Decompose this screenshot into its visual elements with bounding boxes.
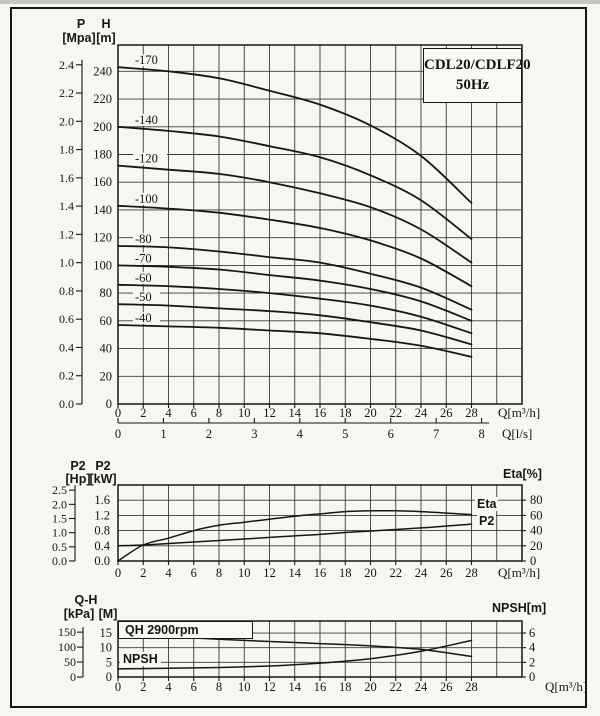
axis-title: P bbox=[76, 17, 86, 31]
tick-label: 5 bbox=[342, 427, 349, 441]
tick-label: 0 bbox=[114, 427, 122, 441]
tick-label: 22 bbox=[389, 680, 402, 694]
tick-label: 0.5 bbox=[52, 539, 67, 554]
tick-label: 100 bbox=[93, 258, 112, 273]
tick-label: 12 bbox=[263, 406, 276, 420]
curve-stage-label: -140 bbox=[135, 112, 158, 127]
tick-label: 100 bbox=[58, 640, 76, 655]
npsh-curve-label: NPSH bbox=[120, 652, 161, 666]
tick-label: 28 bbox=[465, 566, 478, 580]
tick-label: 2.2 bbox=[59, 86, 74, 101]
tick-label: 10 bbox=[238, 406, 251, 420]
tick-label: 0.0 bbox=[52, 554, 67, 568]
tick-label: 16 bbox=[313, 680, 327, 694]
tick-label: 1.5 bbox=[52, 511, 67, 526]
tick-label: 0.0 bbox=[59, 397, 74, 411]
tick-label: 18 bbox=[339, 566, 352, 580]
tick-label: 0 bbox=[114, 566, 122, 580]
tick-label: 150 bbox=[58, 625, 76, 640]
tick-label: 6 bbox=[387, 427, 394, 441]
tick-label: 1.4 bbox=[59, 199, 74, 214]
tick-label: 6 bbox=[190, 680, 197, 694]
tick-label: 4 bbox=[529, 640, 536, 655]
curve-stage-label: -170 bbox=[135, 53, 158, 68]
tick-label: 16 bbox=[313, 406, 327, 420]
tick-label: 14 bbox=[288, 680, 301, 694]
tick-label: 0.4 bbox=[94, 538, 110, 553]
tick-label: 0 bbox=[114, 680, 122, 694]
tick-label: 0.6 bbox=[59, 312, 74, 327]
tick-label: 140 bbox=[93, 202, 112, 217]
tick-label: 1.6 bbox=[59, 170, 74, 185]
tick-label: 2 bbox=[140, 406, 147, 420]
tick-label: 50 bbox=[64, 655, 76, 670]
tick-label: 12 bbox=[263, 680, 276, 694]
tick-label: 20 bbox=[364, 680, 377, 694]
tick-label: 7 bbox=[433, 427, 440, 441]
tick-label: 8 bbox=[215, 566, 223, 580]
tick-label: 0 bbox=[114, 406, 122, 420]
x-axis-title: Q[m³/h] bbox=[498, 565, 541, 580]
tick-label: 120 bbox=[93, 230, 112, 245]
axis-title: P2 bbox=[70, 459, 86, 473]
tick-label: 6 bbox=[529, 626, 536, 641]
tick-label: 6 bbox=[190, 406, 197, 420]
p2-curve-label: P2 bbox=[479, 514, 495, 528]
tick-label: 8 bbox=[215, 680, 223, 694]
tick-label: 26 bbox=[440, 406, 453, 420]
qh-rpm-label-box: QH 2900rpm bbox=[118, 621, 253, 639]
tick-label: 2.0 bbox=[52, 497, 67, 512]
tick-label: 20 bbox=[364, 406, 377, 420]
tick-label: 10 bbox=[238, 566, 251, 580]
tick-label: 18 bbox=[339, 406, 352, 420]
tick-label: 1.6 bbox=[94, 493, 110, 508]
tick-label: 22 bbox=[389, 566, 402, 580]
tick-label: 0 bbox=[530, 554, 537, 568]
axis-unit: [kPa] bbox=[63, 607, 95, 621]
tick-label: 2 bbox=[140, 566, 147, 580]
curve-stage-label: -100 bbox=[135, 191, 158, 206]
tick-label: 2.4 bbox=[59, 57, 74, 72]
tick-label: 0 bbox=[529, 670, 536, 684]
tick-label: 24 bbox=[414, 566, 428, 580]
tick-label: 1.2 bbox=[59, 227, 74, 242]
curve-stage-label: -40 bbox=[135, 310, 152, 325]
tick-label: 4 bbox=[165, 680, 172, 694]
tick-label: 4 bbox=[165, 566, 172, 580]
x2-axis-title: Q[l/s] bbox=[502, 426, 533, 441]
page-border bbox=[10, 7, 587, 708]
tick-label: 16 bbox=[313, 566, 327, 580]
tick-label: 10 bbox=[238, 680, 251, 694]
tick-label: 15 bbox=[99, 626, 112, 641]
tick-label: 60 bbox=[530, 508, 543, 523]
tick-label: 10 bbox=[99, 640, 112, 655]
tick-label: 80 bbox=[530, 493, 543, 508]
tick-label: 8 bbox=[215, 406, 223, 420]
title-box bbox=[423, 48, 531, 103]
tick-label: 26 bbox=[440, 680, 453, 694]
model-name: CDL20/CDLF20 bbox=[424, 57, 531, 73]
axis-title: H bbox=[101, 17, 111, 31]
right-axis-title: Eta[%] bbox=[503, 467, 542, 481]
tick-label: 0 bbox=[70, 670, 76, 684]
tick-label: 2.5 bbox=[52, 483, 67, 498]
axis-unit: [M] bbox=[98, 607, 118, 621]
tick-label: 18 bbox=[339, 680, 352, 694]
tick-label: 0.2 bbox=[59, 368, 74, 383]
axis-unit: [Hp] bbox=[65, 472, 91, 486]
tick-label: 1.8 bbox=[59, 142, 74, 157]
tick-label: 0.8 bbox=[94, 523, 110, 538]
axis-unit: [Mpa] bbox=[62, 31, 96, 45]
curve-stage-label: -60 bbox=[135, 270, 152, 285]
tick-label: 20 bbox=[530, 538, 543, 553]
axis-title: Q-H bbox=[74, 593, 98, 607]
tick-label: 1.2 bbox=[94, 508, 110, 523]
tick-label: 6 bbox=[190, 566, 197, 580]
tick-label: 220 bbox=[93, 92, 112, 107]
eta-curve-label: Eta bbox=[477, 497, 497, 511]
tick-label: 0 bbox=[105, 670, 112, 684]
tick-label: 80 bbox=[99, 286, 112, 301]
tick-label: 1 bbox=[160, 427, 167, 441]
tick-label: 22 bbox=[389, 406, 402, 420]
tick-label: 200 bbox=[93, 119, 112, 134]
tick-label: 40 bbox=[530, 523, 543, 538]
tick-label: 5 bbox=[105, 655, 112, 670]
axis-unit: [kW] bbox=[89, 472, 117, 486]
tick-label: 24 bbox=[414, 406, 428, 420]
tick-label: 1.0 bbox=[52, 525, 67, 540]
tick-label: 0.4 bbox=[59, 340, 74, 355]
tick-label: 28 bbox=[465, 680, 478, 694]
tick-label: 2 bbox=[140, 680, 147, 694]
tick-label: 4 bbox=[165, 406, 172, 420]
tick-label: 20 bbox=[99, 369, 112, 384]
tick-label: 8 bbox=[478, 427, 485, 441]
x-axis-title: Q[m³/h] bbox=[498, 405, 541, 420]
tick-label: 180 bbox=[93, 147, 112, 162]
curve-stage-label: -120 bbox=[135, 151, 158, 166]
right-axis-title: NPSH[m] bbox=[492, 601, 547, 615]
tick-label: 160 bbox=[93, 175, 112, 190]
curve-stage-label: -50 bbox=[135, 290, 152, 305]
x-axis-title: Q[m³/h] bbox=[545, 679, 588, 694]
tick-label: 0 bbox=[105, 397, 112, 411]
tick-label: 0.8 bbox=[59, 283, 74, 298]
tick-label: 2 bbox=[205, 427, 213, 441]
tick-label: 2.0 bbox=[59, 114, 74, 129]
tick-label: 1.0 bbox=[59, 255, 74, 270]
tick-label: 20 bbox=[364, 566, 377, 580]
tick-label: 26 bbox=[440, 566, 453, 580]
tick-label: 28 bbox=[465, 406, 478, 420]
tick-label: 14 bbox=[288, 566, 301, 580]
tick-label: 24 bbox=[414, 680, 428, 694]
tick-label: 12 bbox=[263, 566, 276, 580]
tick-label: 40 bbox=[99, 341, 112, 356]
curve-stage-label: -80 bbox=[135, 231, 152, 246]
tick-label: 2 bbox=[529, 655, 536, 670]
frequency-label: 50Hz bbox=[455, 77, 490, 93]
tick-label: 60 bbox=[99, 313, 112, 328]
tick-label: 4 bbox=[296, 427, 303, 441]
tick-label: 0.0 bbox=[94, 554, 110, 568]
axis-title: P2 bbox=[95, 459, 111, 473]
tick-label: 240 bbox=[93, 64, 112, 79]
axis-unit: [m] bbox=[96, 31, 116, 45]
tick-label: 3 bbox=[251, 427, 258, 441]
tick-label: 14 bbox=[288, 406, 301, 420]
curve-stage-label: -70 bbox=[135, 251, 152, 266]
